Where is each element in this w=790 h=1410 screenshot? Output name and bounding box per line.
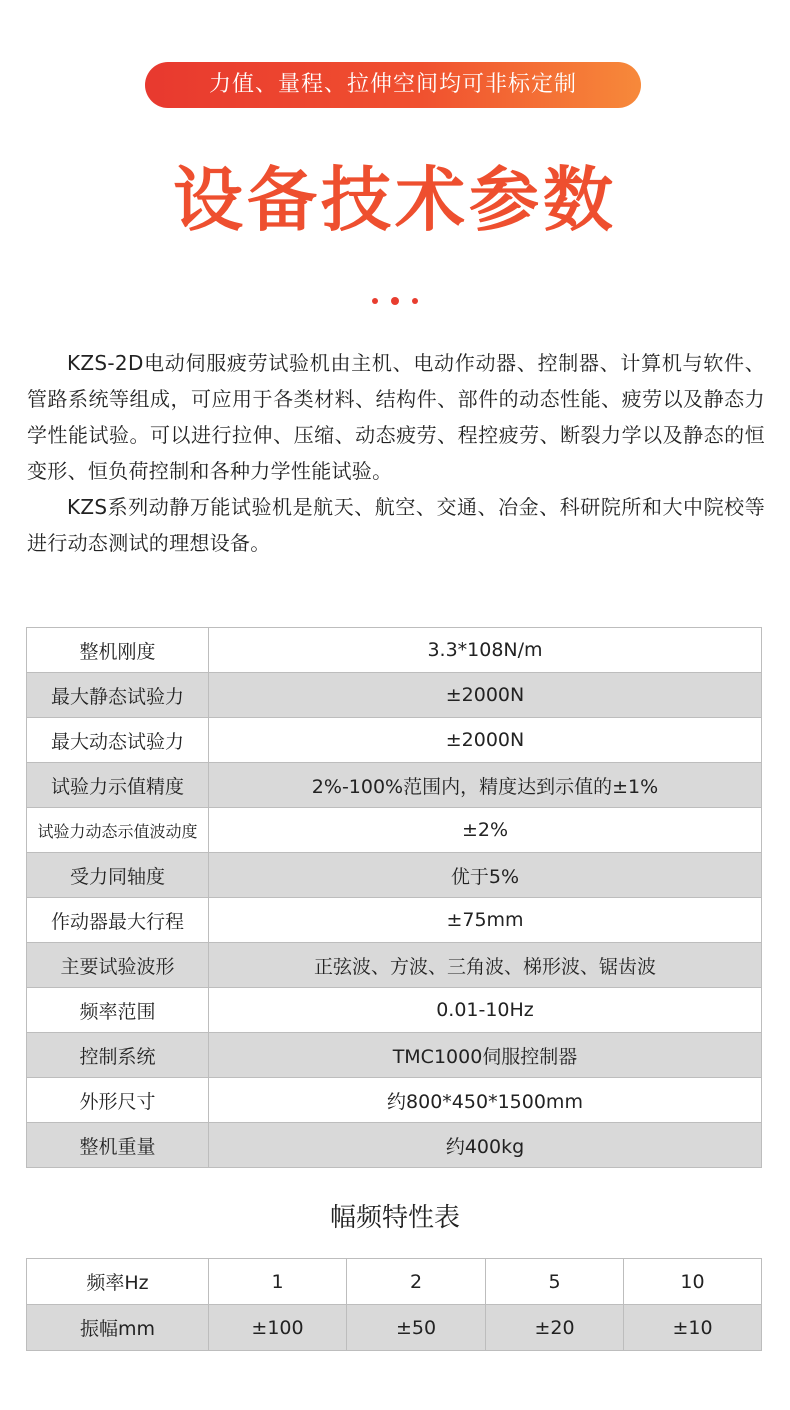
spec-label: 外形尺寸 (27, 1078, 209, 1123)
spec-label: 频率范围 (27, 988, 209, 1033)
dot-icon (412, 298, 418, 304)
table-cell: 1 (209, 1259, 347, 1305)
spec-label: 最大静态试验力 (27, 673, 209, 718)
table-row (27, 853, 762, 898)
table-row (27, 718, 762, 763)
spec-table (26, 627, 762, 1168)
spec-value: ±2000N (209, 673, 762, 718)
spec-value: 正弦波、方波、三角波、梯形波、锯齿波 (209, 943, 762, 988)
table-row (27, 1259, 762, 1305)
spec-label: 最大动态试验力 (27, 718, 209, 763)
description-paragraph: KZS系列动静万能试验机是航天、航空、交通、冶金、科研院所和大中院校等进行动态测试的理想设备。 (27, 495, 765, 555)
product-description (27, 345, 765, 561)
row-header: 频率Hz (27, 1259, 209, 1305)
row-header: 振幅mm (27, 1305, 209, 1351)
dot-icon (391, 297, 399, 305)
table-cell: 10 (624, 1259, 762, 1305)
amplitude-frequency-table (26, 1258, 762, 1351)
table-row (27, 1033, 762, 1078)
spec-value: TMC1000伺服控制器 (209, 1033, 762, 1078)
spec-label: 试验力示值精度 (27, 763, 209, 808)
spec-value: 3.3*108N/m (209, 628, 762, 673)
amplitude-table-title: 幅频特性表 (329, 1203, 460, 1233)
table-row (27, 943, 762, 988)
banner-text: 力值、量程、拉伸空间均可非标定制 (208, 72, 577, 97)
decorative-dots (0, 290, 790, 300)
table-row (27, 628, 762, 673)
spec-value: 2%-100%范围内，精度达到示值的±1% (209, 763, 762, 808)
table-cell: ±20 (486, 1305, 624, 1351)
spec-label: 整机刚度 (27, 628, 209, 673)
table-cell: ±10 (624, 1305, 762, 1351)
table-cell: 5 (486, 1259, 624, 1305)
table-row (27, 988, 762, 1033)
table-row (27, 763, 762, 808)
spec-value: 约800*450*1500mm (209, 1078, 762, 1123)
spec-label: 整机重量 (27, 1123, 209, 1168)
table-cell: ±100 (209, 1305, 347, 1351)
page-title: 设备技术参数 (173, 159, 617, 241)
table-row (27, 898, 762, 943)
table-row (27, 673, 762, 718)
spec-value: ±2% (209, 808, 762, 853)
table-row (27, 1078, 762, 1123)
table-cell: ±50 (347, 1305, 486, 1351)
spec-label: 控制系统 (27, 1033, 209, 1078)
table-row (27, 1123, 762, 1168)
description-paragraph: KZS-2D电动伺服疲劳试验机由主机、电动作动器、控制器、计算机与软件、管路系统等组成，可应用于各类材料、结构件、部件的动态性能、疲劳以及静态力学性能试验。可以进行拉伸、压缩、动态疲劳、程控疲劳、断裂力学以及静态的恒变形、恒负荷控制和各种力学性能试验。 (27, 351, 765, 483)
spec-label: 受力同轴度 (27, 853, 209, 898)
dot-icon (372, 298, 378, 304)
customization-banner (145, 62, 641, 108)
spec-value: ±2000N (209, 718, 762, 763)
table-cell: 2 (347, 1259, 486, 1305)
spec-label: 作动器最大行程 (27, 898, 209, 943)
table-row (27, 1305, 762, 1351)
spec-value: 0.01-10Hz (209, 988, 762, 1033)
spec-label: 试验力动态示值波动度 (27, 808, 209, 853)
spec-value: 约400kg (209, 1123, 762, 1168)
table-row (27, 808, 762, 853)
spec-label: 主要试验波形 (27, 943, 209, 988)
spec-value: 优于5% (209, 853, 762, 898)
spec-value: ±75mm (209, 898, 762, 943)
